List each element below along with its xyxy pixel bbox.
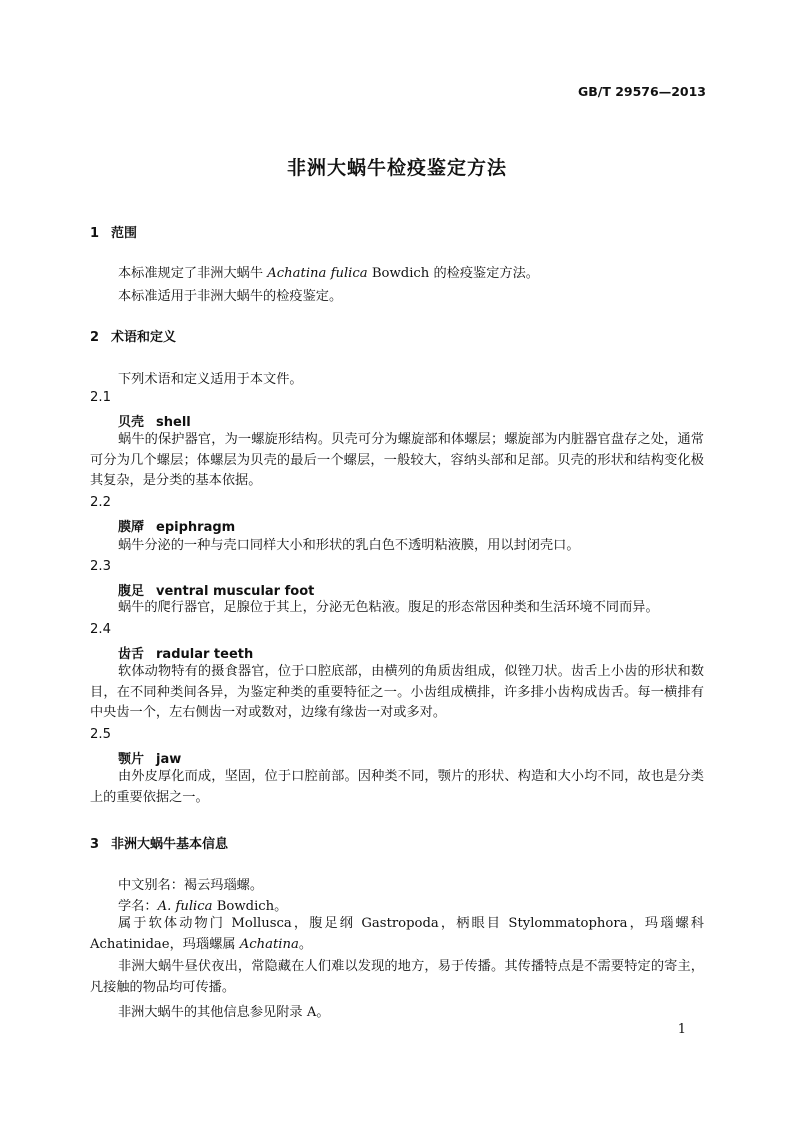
term [118, 580, 314, 599]
term-cn: 颚片 [118, 752, 145, 767]
term-cn: 贝壳 [118, 415, 145, 430]
paragraph [90, 914, 704, 955]
text-run: 学名： [118, 899, 158, 914]
paragraph: 本标准适用于非洲大蜗牛的检疫鉴定。 [118, 289, 343, 304]
term-en: epiphragm [156, 520, 236, 535]
term [118, 748, 181, 767]
section-title: 术语和定义 [111, 330, 177, 345]
term-en: jaw [156, 752, 182, 767]
section-title: 范围 [111, 226, 138, 241]
term [118, 516, 235, 535]
genus-name: Achatina [239, 936, 299, 952]
definition: 蜗牛的保护器官，为一螺旋形结构。贝壳可分为螺旋部和体螺层；螺旋部为内脏器官盘存之处，通常可分为几个螺层；体螺层为贝壳的最后一个螺层，一般较大，容纳头部和足部。贝壳的形状和结构变化极其复杂，是分类的基本依据。 [90, 432, 704, 489]
term-en: shell [156, 415, 191, 430]
clause-number: 2.1 [90, 390, 111, 405]
term-en: ventral muscular foot [156, 584, 315, 599]
text-run: Bowdich。 [212, 899, 288, 914]
term [118, 643, 253, 662]
text-run: Bowdich 的检疫鉴定方法。 [367, 266, 539, 281]
paragraph [118, 895, 287, 914]
text-run: 属于软体动物门 Mollusca，腹足纲 Gastropoda，柄眼目 Stylommatophora，玛瑙螺科 Achatinidae，玛瑙螺属 [90, 916, 704, 952]
species-name: A. fulica [157, 899, 213, 914]
clause-number: 2.5 [90, 727, 111, 742]
species-name: Achatina fulica [267, 266, 368, 281]
paragraph: 非洲大蜗牛昼伏夜出，常隐藏在人们难以发现的地方，易于传播。其传播特点是不需要特定的寄主，凡接触的物品均可传播。 [90, 959, 704, 995]
term [118, 411, 191, 430]
text-run: 本标准规定了非洲大蜗牛 [118, 266, 268, 281]
term-cn: 膜厣 [118, 520, 145, 535]
paragraph: 非洲大蜗牛的其他信息参见附录 A。 [118, 1005, 330, 1020]
term-cn: 齿舌 [118, 647, 145, 662]
section-3-heading [90, 833, 228, 852]
page-number: 1 [677, 1022, 686, 1037]
term-en: radular teeth [156, 647, 254, 662]
definition: 软体动物特有的摄食器官，位于口腔底部，由横列的角质齿组成，似锉刀状。齿舌上小齿的形状和数目，在不同种类间各异，为鉴定种类的重要特征之一。小齿组成横排，许多排小齿构成齿舌。每一横排有中央齿一个，左右侧齿一对或数对，边缘有缘齿一对或多对。 [90, 664, 704, 721]
clause-number: 2.2 [90, 495, 111, 510]
paragraph: 下列术语和定义适用于本文件。 [118, 372, 303, 387]
section-number: 1 [90, 226, 100, 241]
paragraph: 中文别名：褐云玛瑙螺。 [118, 878, 264, 893]
section-number: 2 [90, 330, 100, 345]
section-number: 3 [90, 837, 100, 852]
section-1-heading [90, 222, 137, 241]
document-title: 非洲大蜗牛检疫鉴定方法 [286, 157, 507, 179]
term-cn: 腹足 [118, 584, 145, 599]
paragraph [118, 262, 539, 281]
clause-number: 2.4 [90, 622, 111, 637]
definition: 蜗牛分泌的一种与壳口同样大小和形状的乳白色不透明粘液膜，用以封闭壳口。 [118, 538, 580, 553]
definition: 蜗牛的爬行器官，足腺位于其上，分泌无色粘液。腹足的形态常因种类和生活环境不同而异。 [118, 600, 659, 615]
text-run: 。 [298, 936, 313, 952]
section-title: 非洲大蜗牛基本信息 [111, 837, 229, 852]
standard-number: GB/T 29576—2013 [577, 84, 706, 99]
section-2-heading [90, 326, 176, 345]
definition: 由外皮厚化而成，坚固，位于口腔前部。因种类不同，颚片的形状、构造和大小均不同，故也是分类上的重要依据之一。 [90, 769, 704, 805]
clause-number: 2.3 [90, 559, 111, 574]
